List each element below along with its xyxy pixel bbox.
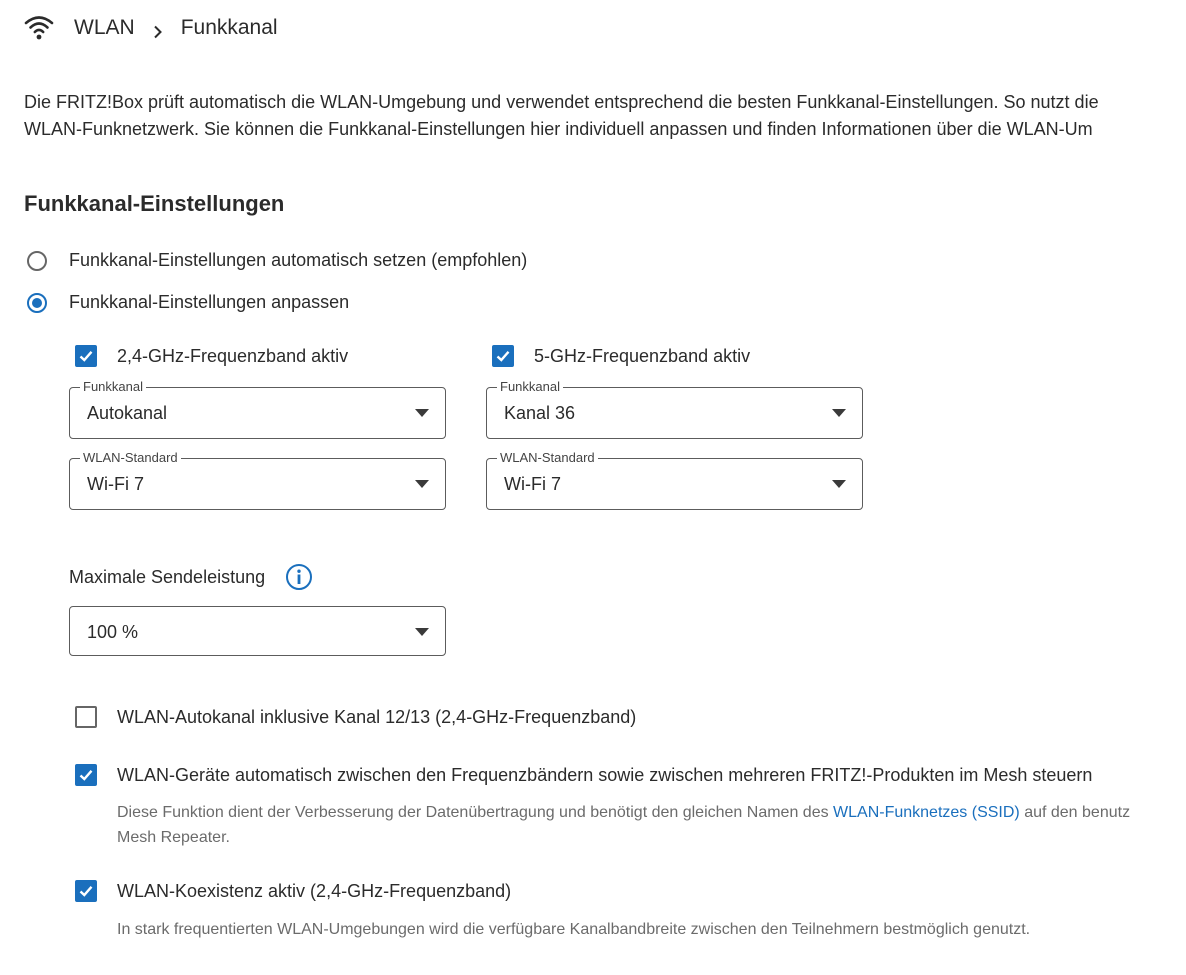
steering-desc-line-2: Mesh Repeater. bbox=[117, 829, 230, 846]
coexist-description: In stark frequentierten WLAN-Umgebungen wird die verfügbare Kanalbandbreite zwischen den Teilnehmern bestmöglich genutzt. bbox=[117, 921, 1031, 938]
band5-channel-value: Kanal 36 bbox=[504, 403, 576, 423]
ssid-link[interactable]: WLAN-Funknetzes (SSID) bbox=[833, 804, 1020, 821]
radio-auto-indicator[interactable] bbox=[27, 251, 47, 271]
coexist-checkbox-row[interactable] bbox=[75, 880, 511, 902]
radio-auto-label: Funkkanal-Einstellungen automatisch setzen (empfohlen) bbox=[69, 250, 528, 270]
checkmark-icon bbox=[495, 348, 511, 364]
autochannel-checkbox[interactable] bbox=[75, 706, 97, 728]
wifi-icon bbox=[24, 14, 54, 42]
radio-custom-label: Funkkanal-Einstellungen anpassen bbox=[69, 292, 350, 312]
steering-desc-before: Diese Funktion dient der Verbesserung der Datenübertragung und benötigt den gleichen Namen des bbox=[117, 804, 834, 821]
radio-auto-settings[interactable] bbox=[27, 250, 527, 271]
band5-standard-value: Wi-Fi 7 bbox=[504, 474, 561, 494]
power-label: Maximale Sendeleistung bbox=[69, 566, 266, 587]
steering-checkbox[interactable] bbox=[75, 764, 97, 786]
intro-line-1: Die FRITZ!Box prüft automatisch die WLAN-Umgebung und verwendet entsprechend die besten Funkkanal-Einstellungen. So nutzt die bbox=[24, 92, 1099, 112]
intro-text bbox=[24, 89, 1186, 143]
dropdown-caret-icon bbox=[832, 480, 846, 488]
section-title: Funkkanal-Einstellungen bbox=[24, 191, 285, 216]
power-select[interactable] bbox=[69, 606, 446, 656]
checkmark-icon bbox=[78, 767, 94, 783]
breadcrumb-current: Funkkanal bbox=[180, 16, 278, 39]
band24-channel-legend: Funkkanal bbox=[80, 379, 146, 395]
band24-standard-select[interactable] bbox=[69, 450, 446, 510]
power-label-row bbox=[69, 563, 313, 591]
band24-channel-select[interactable] bbox=[69, 379, 446, 439]
radio-custom-indicator[interactable] bbox=[27, 293, 47, 313]
info-icon[interactable] bbox=[285, 563, 313, 591]
steering-label: WLAN-Geräte automatisch zwischen den Frequenzbändern sowie zwischen mehreren FRITZ!-Produkten im Mesh steuern bbox=[117, 764, 1093, 785]
dropdown-caret-icon bbox=[415, 628, 429, 636]
autochannel-label: WLAN-Autokanal inklusive Kanal 12/13 (2,4-GHz-Frequenzband) bbox=[117, 706, 637, 727]
dropdown-caret-icon bbox=[415, 480, 429, 488]
intro-line-2: WLAN-Funknetzwerk. Sie können die Funkkanal-Einstellungen hier individuell anpassen und finden Informationen über die WLAN-Um bbox=[24, 119, 1093, 139]
coexist-label: WLAN-Koexistenz aktiv (2,4-GHz-Frequenzband) bbox=[117, 880, 512, 901]
band5-label: 5-GHz-Frequenzband aktiv bbox=[534, 345, 751, 366]
band24-label: 2,4-GHz-Frequenzband aktiv bbox=[117, 345, 349, 366]
steering-desc-line-1 bbox=[117, 800, 1130, 825]
band24-checkbox[interactable] bbox=[75, 345, 97, 367]
dropdown-caret-icon bbox=[832, 409, 846, 417]
band5-channel-select[interactable] bbox=[486, 379, 863, 439]
checkmark-icon bbox=[78, 883, 94, 899]
chevron-right-icon bbox=[151, 21, 165, 35]
band24-checkbox-row[interactable] bbox=[75, 345, 348, 367]
steering-checkbox-row[interactable] bbox=[75, 764, 1092, 786]
band5-standard-select[interactable] bbox=[486, 450, 863, 510]
band5-standard-legend: WLAN-Standard bbox=[497, 450, 598, 466]
autochannel-checkbox-row[interactable] bbox=[75, 706, 636, 728]
band5-channel-legend: Funkkanal bbox=[497, 379, 563, 395]
band24-channel-value: Autokanal bbox=[87, 403, 168, 423]
dropdown-caret-icon bbox=[415, 409, 429, 417]
steering-description bbox=[117, 800, 1130, 850]
radio-custom-settings[interactable] bbox=[27, 292, 349, 313]
steering-desc-after: auf den benutz bbox=[1019, 804, 1131, 821]
power-value: 100 % bbox=[87, 622, 139, 642]
coexist-checkbox[interactable] bbox=[75, 880, 97, 902]
band24-standard-value: Wi-Fi 7 bbox=[87, 474, 144, 494]
checkmark-icon bbox=[78, 348, 94, 364]
band24-standard-legend: WLAN-Standard bbox=[80, 450, 181, 466]
breadcrumb bbox=[24, 12, 278, 44]
breadcrumb-link-wlan[interactable]: WLAN bbox=[74, 16, 135, 39]
band5-checkbox-row[interactable] bbox=[492, 345, 750, 367]
band5-checkbox[interactable] bbox=[492, 345, 514, 367]
